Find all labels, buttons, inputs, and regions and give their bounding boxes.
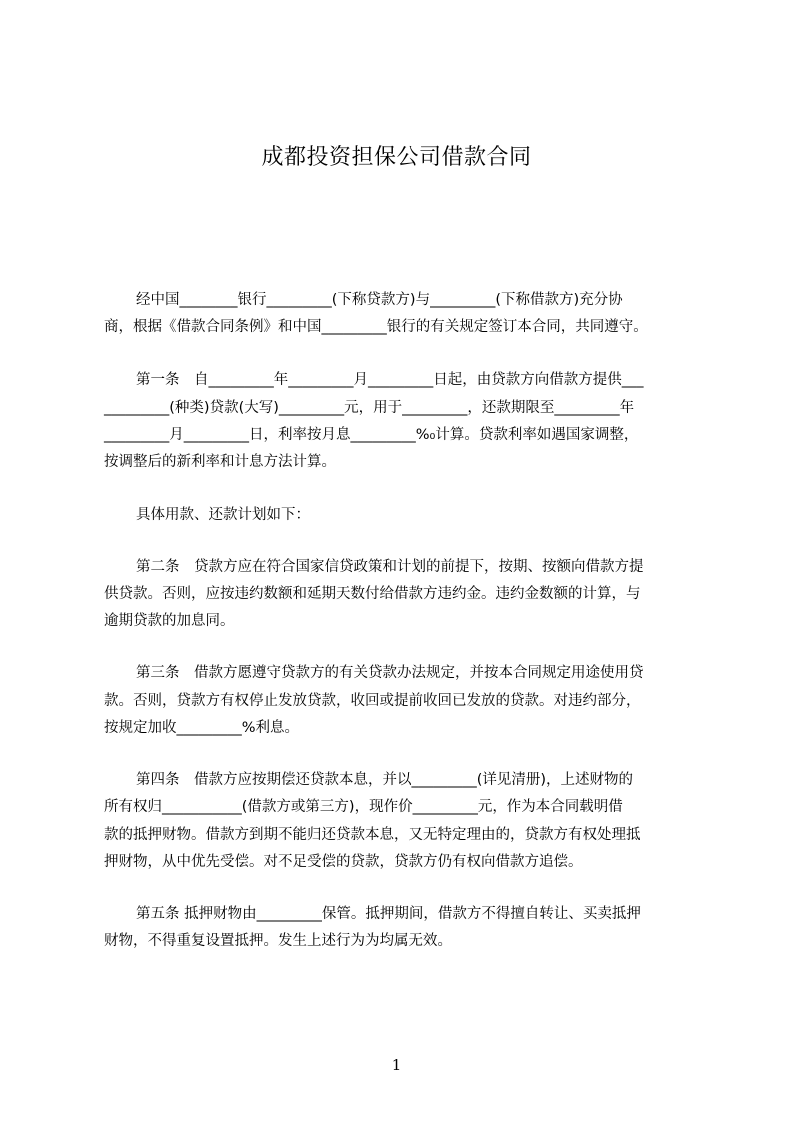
preamble-line-1: 经中国________银行_________(下称贷款方)与_________(下称借款方)充分协 <box>136 292 623 308</box>
article-5-line-2: 财物，不得重复设置抵押。发生上述行为为均属无效。 <box>104 933 452 949</box>
article-2-line-1: 第二条 贷款方应在符合国家信贷政策和计划的前提下，按期、按额向借款方提 <box>136 559 644 575</box>
preamble-line-2: 商，根据《借款合同条例》和中国_________银行的有关规定签订本合同，共同遵守。 <box>104 319 648 335</box>
article-5-line-1: 第五条 抵押财物由_________保管。抵押期间，借款方不得擅自转让、买卖抵押 <box>136 906 641 922</box>
article-3-line-1: 第三条 借款方愿遵守贷款方的有关贷款办法规定，并按本合同规定用途使用贷 <box>136 665 644 681</box>
article-4-line-4: 押财物，从中优先受偿。对不足受偿的贷款，贷款方仍有权向借款方追偿。 <box>104 854 583 870</box>
article-3-line-3: 按规定加收_________%利息。 <box>104 720 300 736</box>
article-2-line-2: 供贷款。否则，应按违约数额和延期天数付给借款方违约金。违约金数额的计算，与 <box>104 586 641 602</box>
article-1-line-1: 第一条 自_________年_________月_________日起，由贷款方向借款方提供___ <box>136 372 644 388</box>
article-4-line-3: 款的抵押财物。借款方到期不能归还贷款本息，又无特定理由的，贷款方有权处理抵 <box>104 827 641 843</box>
article-3-line-2: 款。否则，贷款方有权停止发放贷款，收回或提前收回已发放的贷款。对违约部分， <box>104 693 641 709</box>
article-2-line-3: 逾期贷款的加息同。 <box>104 613 235 629</box>
article-4-line-1: 第四条 借款方应按期偿还贷款本息，并以_________(详见清册)，上述财物的 <box>136 772 634 788</box>
article-4-line-2: 所有权归___________(借款方或第三方)，现作价_________元，作为本合同载明借 <box>104 799 623 815</box>
document-title: 成都投资担保公司借款合同 <box>261 145 532 170</box>
article-1-line-3: _________月_________日，利率按月息_________%₀计算。贷款利率如遇国家调整， <box>104 427 639 443</box>
article-1-line-4: 按调整后的新利率和计息方法计算。 <box>104 454 336 470</box>
page-number: 1 <box>391 1056 402 1074</box>
article-1-line-2: _________(种类)贷款(大写)_________元，用于_________，还款期限至_________年 <box>104 400 635 416</box>
schedule-line: 具体用款、还款计划如下： <box>136 507 310 523</box>
